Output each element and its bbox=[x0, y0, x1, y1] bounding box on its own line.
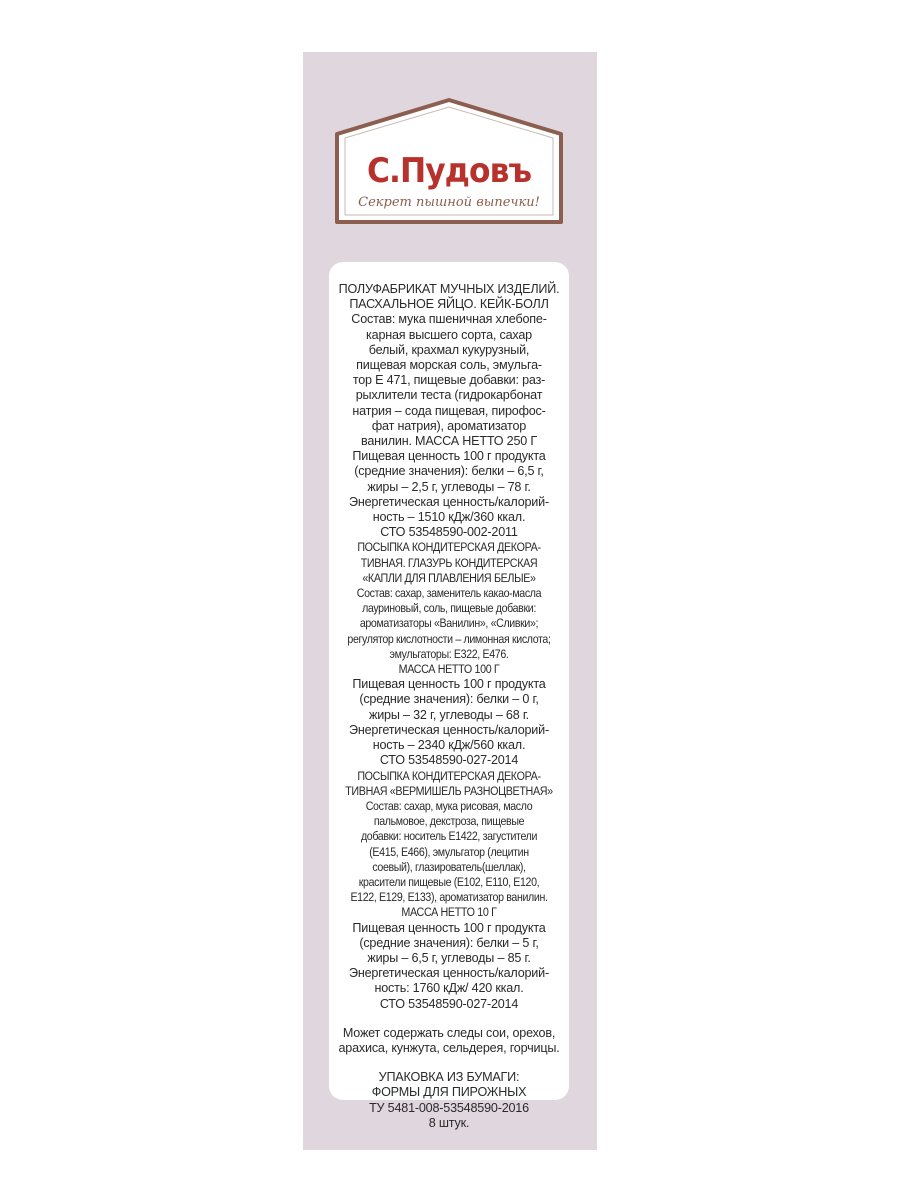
label-line: ПАСХАЛЬНОЕ ЯЙЦО. КЕЙК-БОЛЛ bbox=[349, 297, 549, 312]
label-line: Состав: сахар, заменитель какао-масла bbox=[356, 586, 542, 601]
section-sprinkles-vermicelli bbox=[329, 769, 569, 921]
label-line: Пищевая ценность 100 г продукта bbox=[352, 920, 546, 935]
label-line: натрия – сода пищевая, пирофос- bbox=[352, 403, 546, 418]
label-line: Может содержать следы сои, орехов, bbox=[342, 1025, 556, 1040]
label-line: (средние значения): белки – 5 г, bbox=[359, 935, 539, 950]
label-line: жиры – 6,5 г, углеводы – 85 г. bbox=[367, 950, 531, 965]
label-line: рыхлители теста (гидрокарбонат bbox=[355, 388, 543, 403]
label-line: ПОЛУФАБРИКАТ МУЧНЫХ ИЗДЕЛИЙ. bbox=[338, 282, 560, 296]
label-line: эмульгаторы: Е322, Е476. bbox=[389, 646, 509, 661]
label-line: фат натрия), ароматизатор bbox=[371, 418, 527, 433]
brand-name: С.Пудовъ bbox=[366, 151, 532, 191]
label-line: Пищевая ценность 100 г продукта bbox=[352, 677, 546, 692]
label-line: Состав: сахар, мука рисовая, масло bbox=[365, 798, 533, 813]
spacer bbox=[329, 1056, 569, 1070]
section-sprinkles-drops bbox=[329, 540, 569, 677]
label-line: пальмовое, декстроза, пищевые bbox=[373, 814, 525, 829]
label-line: жиры – 32 г, углеводы – 68 г. bbox=[369, 707, 529, 722]
label-line: ность – 2340 кДж/560 ккал. bbox=[372, 738, 526, 753]
label-line: ность – 1510 кДж/360 ккал. bbox=[372, 510, 526, 525]
label-card bbox=[329, 262, 569, 1130]
label-line: Энергетическая ценность/калорий- bbox=[349, 494, 549, 509]
label-line: лауриновый, соль, пищевые добавки: bbox=[362, 601, 536, 616]
spacer bbox=[329, 1012, 569, 1026]
label-line: пищевая морская соль, эмульга- bbox=[356, 358, 542, 373]
label-line: СТО 53548590-027-2014 bbox=[379, 996, 519, 1011]
section-heading: ПОСЫПКА КОНДИТЕРСКАЯ ДЕКОРА- bbox=[357, 768, 541, 783]
brand-logo bbox=[333, 96, 565, 226]
product-panel bbox=[303, 52, 597, 1150]
label-line: Энергетическая ценность/калорий- bbox=[349, 966, 549, 981]
label-line: СТО 53548590-002-2011 bbox=[380, 525, 518, 540]
section-heading: ПОСЫПКА КОНДИТЕРСКАЯ ДЕКОРА- bbox=[357, 540, 541, 555]
label-line: (средние значения): белки – 0 г, bbox=[359, 692, 539, 707]
section-heading: ТИВНАЯ «ВЕРМИШЕЛЬ РАЗНОЦВЕТНАЯ» bbox=[345, 783, 553, 798]
label-line: красители пищевые (Е102, Е110, Е120, bbox=[358, 874, 540, 889]
net-mass: МАССА НЕТТО 10 Г bbox=[401, 905, 497, 920]
label-line: белый, крахмал кукурузный, bbox=[368, 342, 530, 357]
section-cake-mix bbox=[329, 282, 569, 540]
label-line: карная высшего сорта, сахар bbox=[366, 327, 532, 342]
label-line: (средние значения): белки – 6,5 г, bbox=[354, 464, 544, 479]
brand-slogan: Секрет пышной выпечки! bbox=[358, 195, 540, 210]
section-sprinkles-drops-nutrition bbox=[329, 677, 569, 768]
section-sprinkles-vermicelli-nutrition bbox=[329, 921, 569, 1012]
label-line: регулятор кислотности – лимонная кислота; bbox=[347, 631, 551, 646]
label-line: ванилин. МАССА НЕТТО 250 Г bbox=[360, 434, 538, 449]
section-heading: ТИВНАЯ. ГЛАЗУРЬ КОНДИТЕРСКАЯ bbox=[360, 555, 538, 570]
label-line: ФОРМЫ ДЛЯ ПИРОЖНЫХ bbox=[371, 1085, 527, 1100]
label-line: арахиса, кунжута, сельдерея, горчицы. bbox=[338, 1040, 560, 1055]
label-line: добавки: носитель Е1422, загустители bbox=[360, 829, 538, 844]
label-line: ность: 1760 кДж/ 420 ккал. bbox=[374, 981, 524, 996]
label-line: ТУ 5481-008-53548590-2016 bbox=[369, 1100, 529, 1115]
label-line: Е122, Е129, Е133), ароматизатор ванилин. bbox=[350, 890, 548, 905]
section-heading: «КАПЛИ ДЛЯ ПЛАВЛЕНИЯ БЕЛЫЕ» bbox=[362, 570, 536, 585]
label-text bbox=[329, 282, 569, 1131]
label-line: 8 штук. bbox=[428, 1115, 470, 1130]
label-line: Пищевая ценность 100 г продукта bbox=[352, 449, 546, 464]
allergen-notice bbox=[329, 1026, 569, 1056]
label-line: Энергетическая ценность/калорий- bbox=[349, 722, 549, 737]
label-line: (Е415, Е466), эмульгатор (лецитин bbox=[369, 844, 529, 859]
packaging-info bbox=[329, 1070, 569, 1131]
label-line: УПАКОВКА ИЗ БУМАГИ: bbox=[378, 1070, 520, 1085]
net-mass: МАССА НЕТТО 100 Г bbox=[398, 662, 500, 677]
label-line: ароматизаторы «Ванилин», «Сливки»; bbox=[359, 616, 539, 631]
label-line: жиры – 2,5 г, углеводы – 78 г. bbox=[367, 479, 531, 494]
label-line: тор Е 471, пищевые добавки: раз- bbox=[352, 373, 546, 388]
label-line: Состав: мука пшеничная хлебопе- bbox=[351, 312, 547, 327]
label-line: соевый), глазирователь(шеллак), bbox=[372, 859, 526, 874]
label-line: СТО 53548590-027-2014 bbox=[379, 753, 519, 768]
